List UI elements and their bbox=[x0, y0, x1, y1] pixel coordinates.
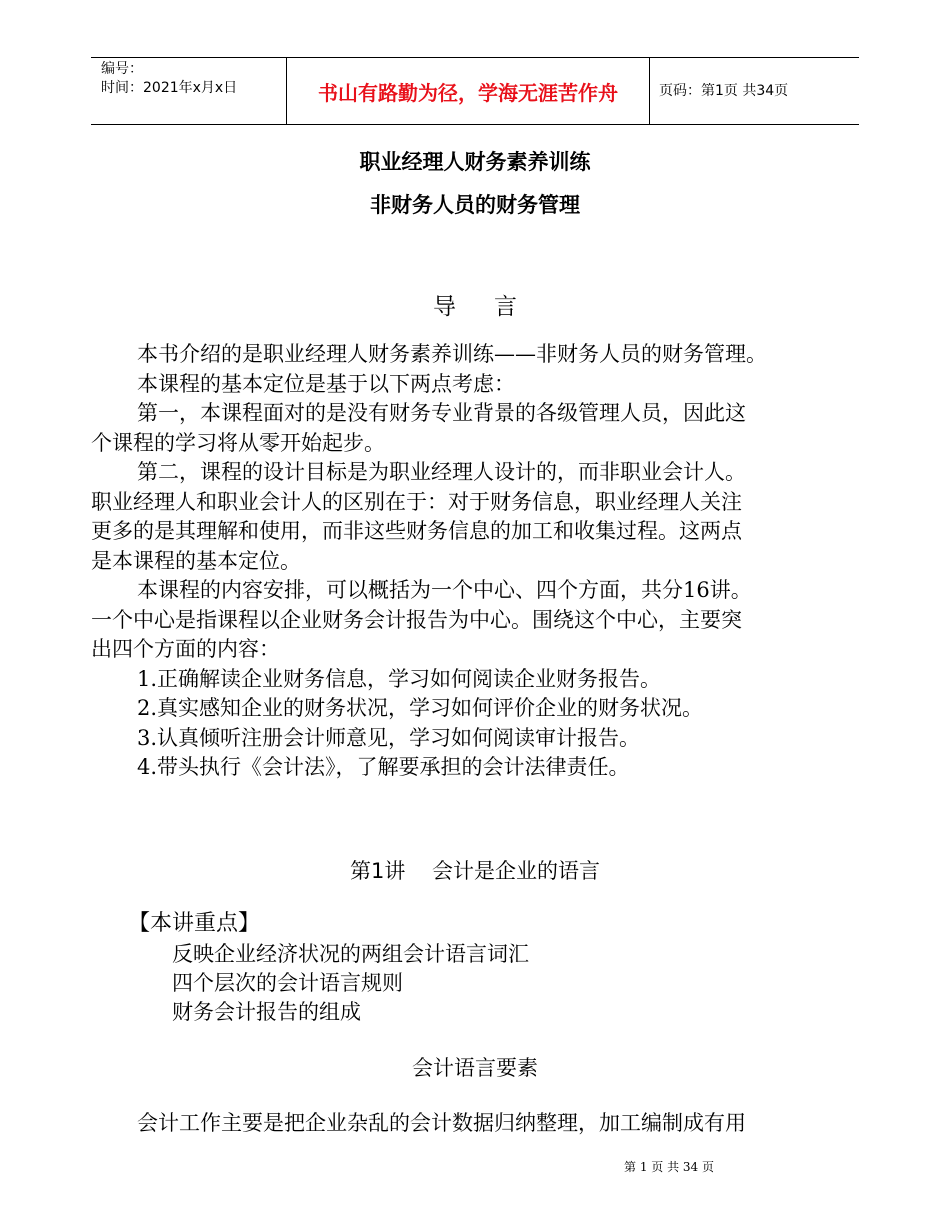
key-point: 反映企业经济状况的两组会计语言词汇 bbox=[172, 942, 529, 966]
section-title: 会计语言要素 bbox=[412, 1056, 538, 1080]
paragraph-line: 一个中心是指课程以企业财务会计报告为中心。围绕这个中心，主要突 bbox=[91, 607, 742, 632]
header-divider bbox=[649, 58, 650, 124]
time-label: 时间：2021年x月x日 bbox=[101, 80, 238, 96]
header-motto: 书山有路勤为径，学海无涯苦作舟 bbox=[318, 80, 618, 105]
paragraph-line: 本课程的内容安排，可以概括为一个中心、四个方面，共分16讲。 bbox=[137, 578, 752, 602]
paragraph-line: 职业经理人和职业会计人的区别在于：对于财务信息，职业经理人关注 bbox=[91, 489, 742, 514]
paragraph-line: 更多的是其理解和使用，而非这些财务信息的加工和收集过程。这两点 bbox=[91, 519, 742, 543]
header-table bbox=[91, 57, 859, 125]
paragraph-line: 本课程的基本定位是基于以下两点考虑： bbox=[137, 371, 515, 396]
paragraph-line: 本书介绍的是职业经理人财务素养训练——非财务人员的财务管理。 bbox=[137, 342, 767, 366]
key-points-label: 【本讲重点】 bbox=[128, 911, 261, 936]
sub-title: 非财务人员的财务管理 bbox=[370, 193, 580, 217]
paragraph-line: 第一，本课程面对的是没有财务专业背景的各级管理人员，因此这 bbox=[137, 401, 746, 425]
paragraph-line: 会计工作主要是把企业杂乱的会计数据归纳整理，加工编制成有用 bbox=[137, 1111, 746, 1135]
key-point: 四个层次的会计语言规则 bbox=[172, 971, 403, 995]
intro-heading bbox=[0, 288, 950, 321]
intro-heading-char: 言 bbox=[494, 294, 517, 320]
intro-body bbox=[91, 340, 863, 783]
key-point: 财务会计报告的组成 bbox=[172, 1000, 361, 1024]
header-meta bbox=[101, 60, 237, 98]
intro-heading-char: 导 bbox=[433, 294, 456, 320]
paragraph-line: 个课程的学习将从零开始起步。 bbox=[91, 430, 385, 455]
number-label: 编号： bbox=[101, 61, 143, 77]
list-item: 1.正确解读企业财务信息，学习如何阅读企业财务报告。 bbox=[137, 666, 662, 691]
list-item: 3.认真倾听注册会计师意见，学习如何阅读审计报告。 bbox=[137, 725, 641, 750]
paragraph-line: 第二，课程的设计目标是为职业经理人设计的，而非职业会计人。 bbox=[137, 460, 746, 484]
list-item: 4.带头执行《会计法》，了解要承担的会计法律责任。 bbox=[137, 755, 630, 779]
lecture-title: 第1讲 会计是企业的语言 bbox=[349, 859, 601, 883]
paragraph-line: 出四个方面的内容： bbox=[91, 637, 280, 661]
main-title: 职业经理人财务素养训练 bbox=[359, 150, 591, 174]
footer-page-number: 第 1 页 共 34 页 bbox=[624, 1160, 714, 1174]
header-page-number: 页码：第1页 共34页 bbox=[659, 83, 789, 99]
list-item: 2.真实感知企业的财务状况，学习如何评价企业的财务状况。 bbox=[137, 696, 704, 720]
paragraph-line: 是本课程的基本定位。 bbox=[91, 548, 301, 573]
